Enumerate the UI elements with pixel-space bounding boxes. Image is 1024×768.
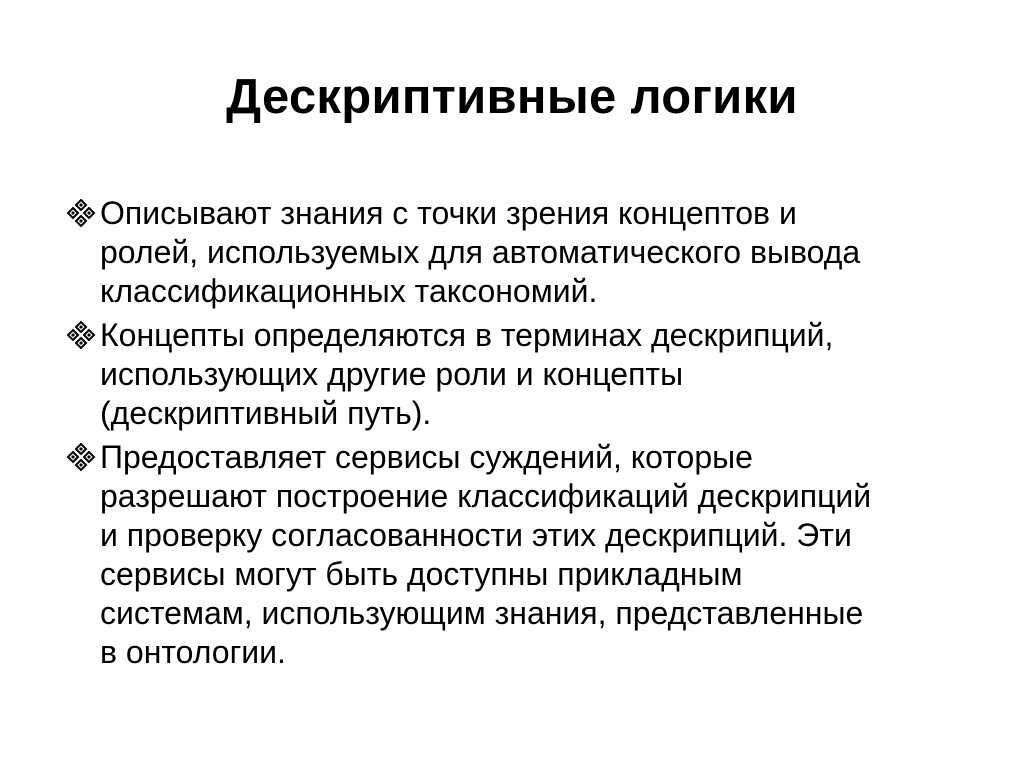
bullet-text-line: разрешают построение классификаций дескрипций — [100, 478, 872, 514]
four-diamond-bullet-icon — [66, 442, 96, 472]
bullet-text-line: Предоставляет сервисы суждений, которые — [100, 439, 753, 475]
bullet-text-line: системам, использующим знания, представленные — [100, 595, 864, 631]
bullet-text-line: и проверку согласованности этих дескрипций. Эти — [100, 517, 852, 553]
bullet-text-line: ролей, используемых для автоматического вывода — [100, 234, 861, 270]
bullet-text-line: сервисы могут быть доступны прикладным — [100, 556, 743, 592]
bullet-text-line: классификационных таксономий. — [100, 273, 598, 309]
bullet-text-line: в онтологии. — [100, 634, 286, 670]
bullet-item-3 — [66, 438, 966, 672]
bullet-text-line: Описывают знания с точки зрения концептов и — [100, 195, 797, 231]
bullet-text-line: (дескриптивный путь). — [100, 395, 432, 431]
bullet-item-2 — [66, 316, 966, 433]
bullet-item-1 — [66, 194, 966, 311]
bullet-list — [66, 194, 966, 677]
bullet-text-line: использующих другие роли и концепты — [100, 356, 684, 392]
bullet-text-line: Концепты определяются в терминах дескрипций, — [100, 317, 834, 353]
four-diamond-bullet-icon — [66, 198, 96, 228]
slide-title: Дескриптивные логики — [226, 70, 798, 124]
four-diamond-bullet-icon — [66, 320, 96, 350]
